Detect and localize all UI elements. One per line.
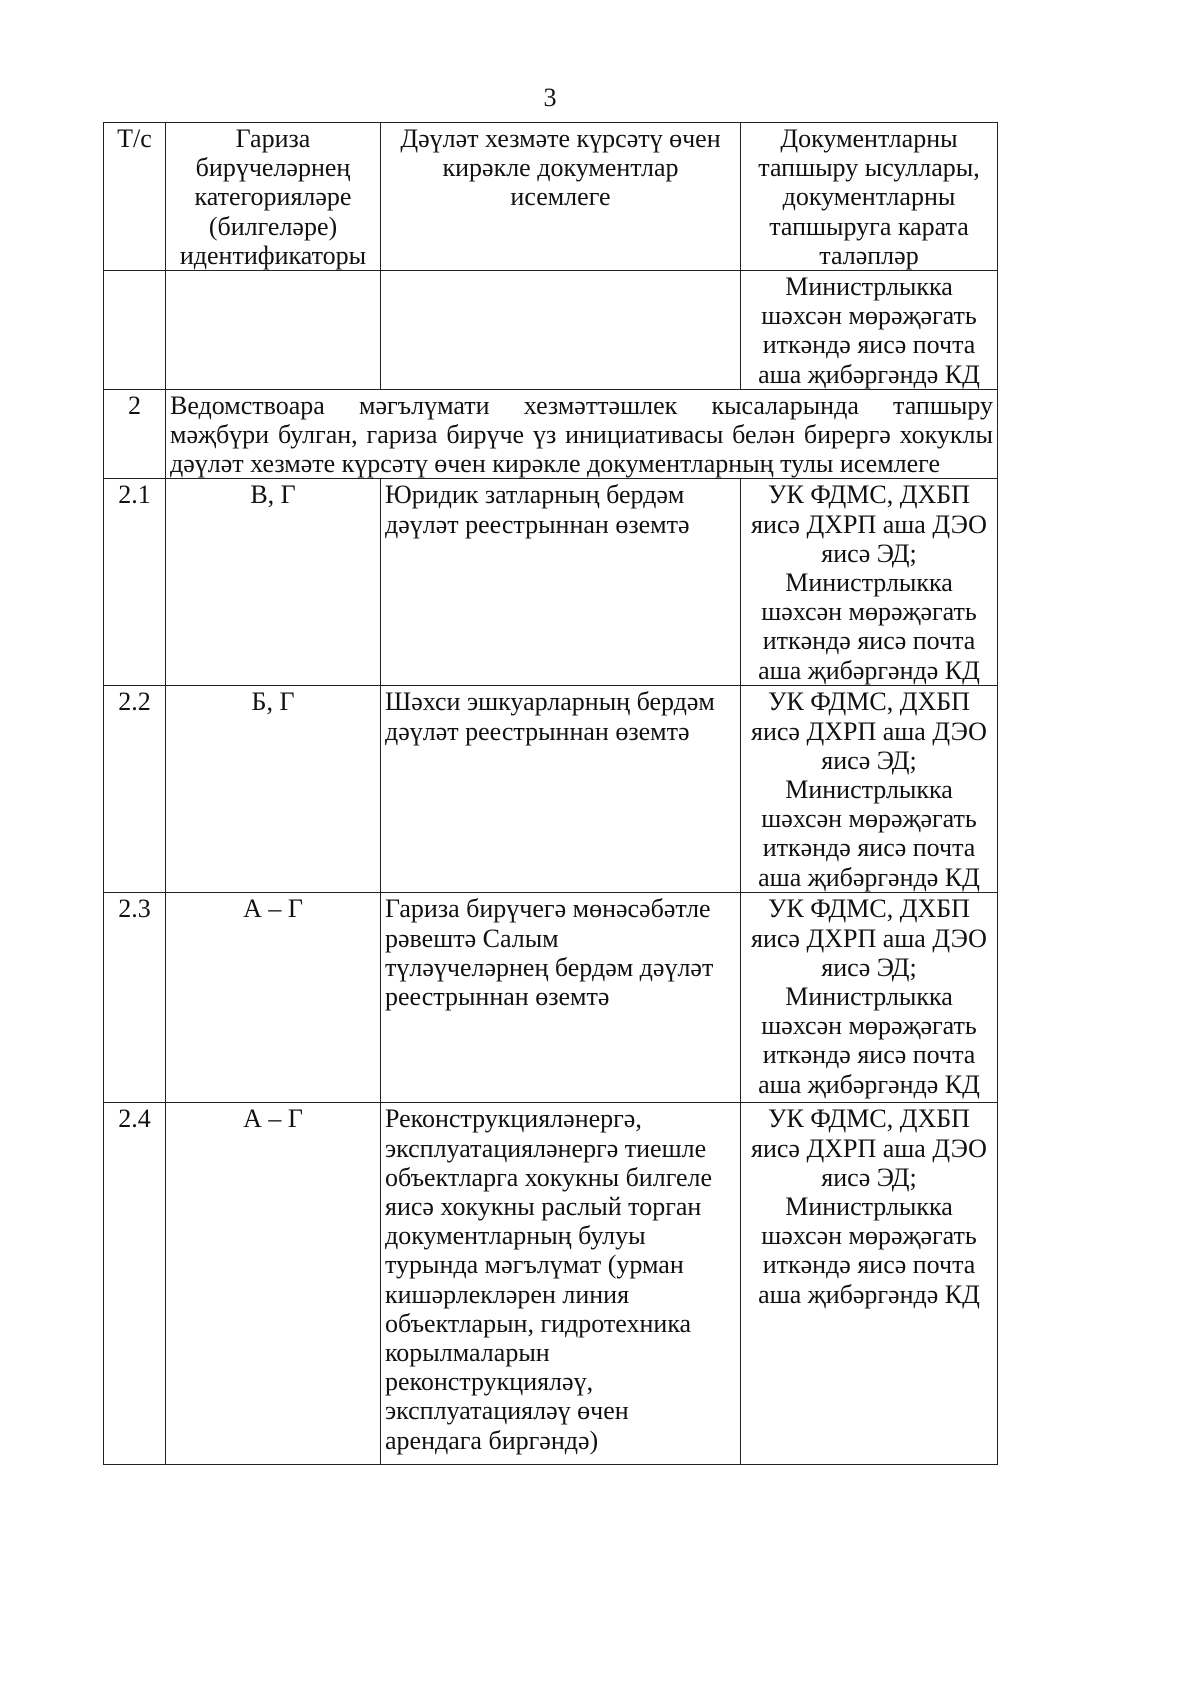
row-number-text: 2.2 [118, 687, 151, 717]
section-title-line: дәүләт хезмәте күрсәтү өчен кирәкле документларның тулы исемлеге [170, 449, 941, 479]
row-number-text: 2.4 [118, 1104, 151, 1134]
row-categories-text: Б, Г [251, 687, 295, 717]
row-number-text: 2.3 [118, 894, 151, 924]
row-categories-cell [166, 686, 381, 893]
row-number-cell [104, 479, 166, 686]
header-number-cell [104, 123, 166, 271]
section-number-cell [104, 389, 166, 479]
continued-categories-cell [166, 271, 381, 390]
row-submission-cell [741, 893, 998, 1103]
row-categories-text: А – Г [243, 1104, 303, 1134]
header-categories-cell [166, 123, 381, 271]
continued-submission-cell [741, 271, 998, 390]
table-row-2-4 [104, 1103, 998, 1465]
row-categories-cell [166, 1103, 381, 1465]
header-submission-text: Документларны тапшыру ысуллары, документларны тапшыруга карата таләпләр [758, 124, 980, 270]
page-number: 3 [543, 83, 557, 112]
row-documents-text: Шәхси эшкуарларның бердәм дәүләт реестрыннан өземтә [385, 687, 715, 746]
row-submission-text: УК ФДМС, ДХБП яисә ДХРП аша ДЭО яисә ЭД; Министрлыкка шәхсән мөрәҗәгать иткәндә яисә почта аша җибәргәндә КД [751, 687, 987, 892]
row-number-cell [104, 1103, 166, 1465]
section-number-text: 2 [128, 390, 141, 420]
row-documents-cell [381, 893, 741, 1103]
table-row-section-2 [104, 389, 998, 479]
row-submission-text: УК ФДМС, ДХБП яисә ДХРП аша ДЭО яисә ЭД; Министрлыкка шәхсән мөрәҗәгать иткәндә яисә почта аша җибәргәндә КД [751, 1104, 987, 1309]
row-categories-cell [166, 893, 381, 1103]
row-submission-text: УК ФДМС, ДХБП яисә ДХРП аша ДЭО яисә ЭД; Министрлыкка шәхсән мөрәҗәгать иткәндә яисә почта аша җибәргәндә КД [751, 894, 987, 1099]
header-submission-cell [741, 123, 998, 271]
row-documents-text: Реконструкцияләнергә, эксплуатацияләнергә тиешле объектларга хокукны билгеле яисә хокукны раслый торган документларның булуы турында мәгълүмат (урман кишәрлекләрен линия объектларын, гидротехника корылмаларын реконструкцияләү, эксплуатацияләү өчен арендага биргәндә) [385, 1104, 713, 1455]
services-documents-table [103, 122, 998, 1465]
row-documents-cell [381, 479, 741, 686]
header-categories-text: Гариза бирүчеләрнең категорияләре (билгеләре) идентификаторы [179, 124, 367, 270]
row-submission-cell [741, 479, 998, 686]
header-documents-text: Дәүләт хезмәте күрсәтү өчен кирәкле документлар исемлеге [400, 124, 721, 212]
section-title-cell [166, 389, 998, 479]
row-categories-text: А – Г [243, 894, 303, 924]
row-number-cell [104, 686, 166, 893]
row-number-cell [104, 893, 166, 1103]
continued-number-cell [104, 271, 166, 390]
row-documents-text: Юридик затларның бердәм дәүләт реестрыннан өземтә [385, 480, 690, 539]
header-documents-cell [381, 123, 741, 271]
row-number-text: 2.1 [118, 480, 151, 510]
table-row-2-2 [104, 686, 998, 893]
table-row-2-3 [104, 893, 998, 1103]
row-submission-cell [741, 686, 998, 893]
section-title-line: Ведомствоара мәгълүмати хезмәттәшлек кысаларында тапшыру [170, 390, 993, 420]
table-row-2-1 [104, 479, 998, 686]
table-header-row [104, 123, 998, 271]
row-categories-text: В, Г [250, 480, 296, 510]
row-documents-cell [381, 686, 741, 893]
continued-documents-cell [381, 271, 741, 390]
row-documents-cell [381, 1103, 741, 1465]
continued-submission-text: Министрлыкка шәхсән мөрәҗәгать иткәндә яисә почта аша җибәргәндә КД [758, 272, 980, 389]
row-categories-cell [166, 479, 381, 686]
row-submission-cell [741, 1103, 998, 1465]
header-number-text: Т/с [117, 124, 152, 153]
row-documents-text: Гариза бирүчегә мөнәсәбәтле рәвештә Салым түләүчеләрнең бердәм дәүләт реестрыннан өземтә [385, 894, 714, 1012]
table-row-continued [104, 271, 998, 390]
row-submission-text: УК ФДМС, ДХБП яисә ДХРП аша ДЭО яисә ЭД; Министрлыкка шәхсән мөрәҗәгать иткәндә яисә почта аша җибәргәндә КД [751, 480, 987, 685]
section-title-line: мәҗбүри булган, гариза бирүче үз инициативасы белән бирергә хокуклы [170, 420, 993, 450]
